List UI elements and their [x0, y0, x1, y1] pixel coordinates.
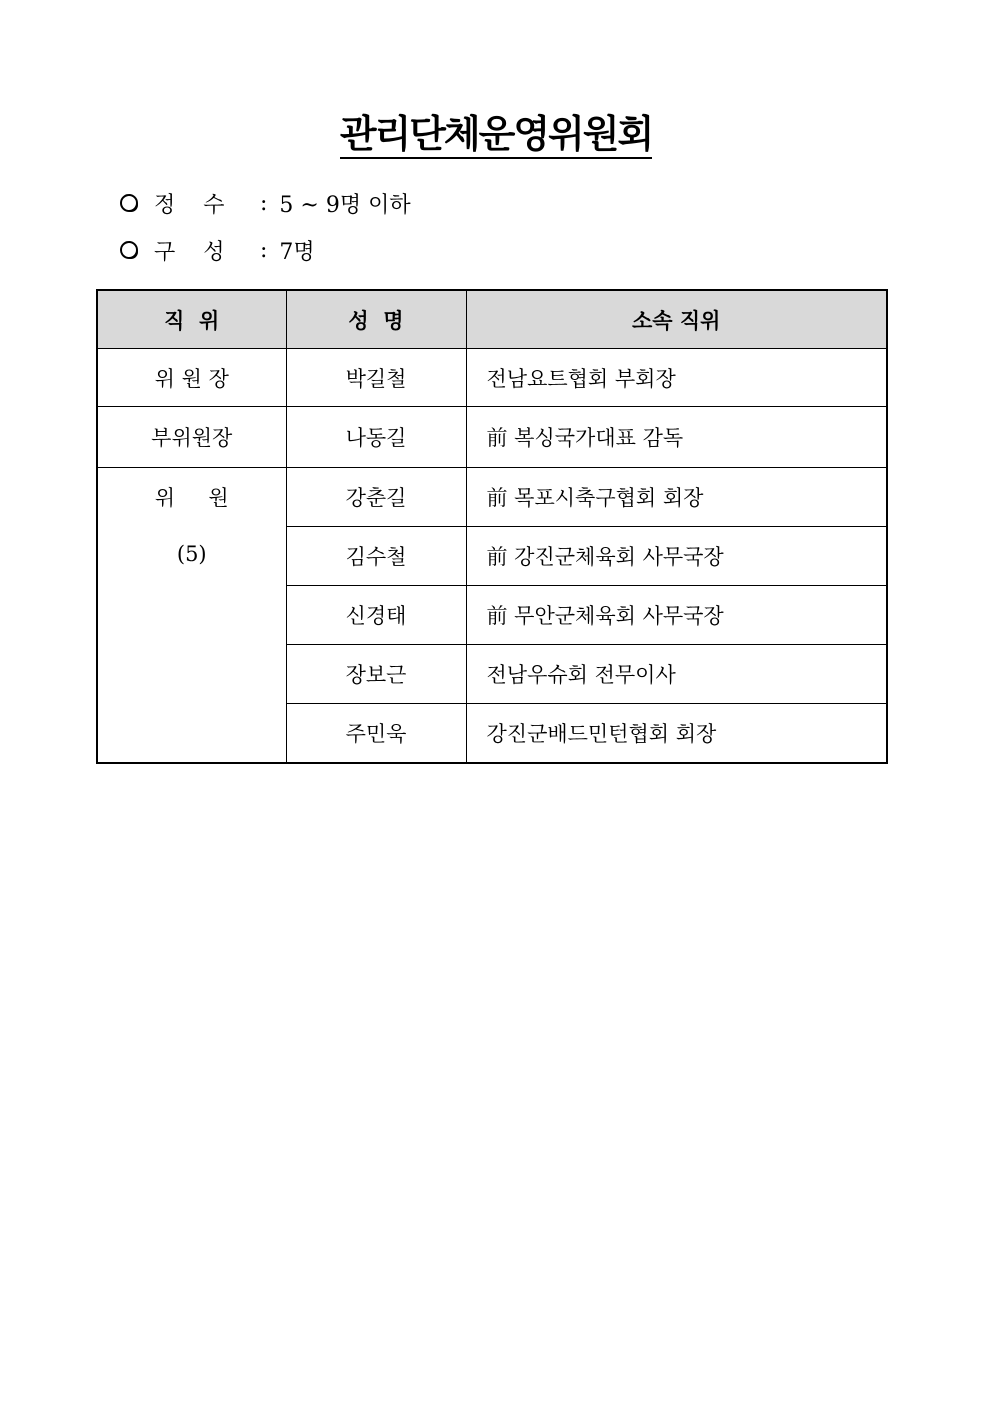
info-separator: : [260, 190, 268, 216]
page-title [0, 108, 992, 160]
header-affiliation: 소속 직위 [466, 290, 887, 349]
affiliation-cell: 전남요트협회 부회장 [466, 349, 887, 407]
name-cell: 김수철 [286, 527, 466, 586]
members-position-label: 위 원 [154, 486, 229, 510]
affiliation-cell: 前 무안군체육회 사무국장 [466, 586, 887, 645]
page-title-text: 관리단체운영위원회 [340, 112, 652, 159]
info-label: 구 성 [154, 239, 225, 265]
table-row [97, 468, 887, 527]
info-separator: : [260, 237, 268, 263]
position-cell: 위 원 장 [97, 349, 286, 407]
shadowed-circle-bullet-icon [120, 241, 138, 259]
info-line-composition [120, 233, 315, 267]
table-row [97, 349, 887, 407]
table-header-row [97, 290, 887, 349]
table-row [97, 407, 887, 468]
affiliation-cell: 강진군배드민턴협회 회장 [466, 704, 887, 764]
members-position-cell [97, 468, 286, 764]
info-label: 정 수 [154, 192, 225, 218]
name-cell: 신경태 [286, 586, 466, 645]
info-line-quota [120, 186, 411, 220]
name-cell: 주민욱 [286, 704, 466, 764]
info-value: 7명 [279, 239, 315, 265]
affiliation-cell: 前 강진군체육회 사무국장 [466, 527, 887, 586]
affiliation-cell: 前 목포시축구협회 회장 [466, 468, 887, 527]
committee-table [96, 289, 888, 764]
header-name: 성 명 [286, 290, 466, 349]
name-cell: 강춘길 [286, 468, 466, 527]
name-cell: 장보근 [286, 645, 466, 704]
affiliation-cell: 前 복싱국가대표 감독 [466, 407, 887, 468]
header-position: 직 위 [97, 290, 286, 349]
name-cell: 나동길 [286, 407, 466, 468]
info-value: 5 ~ 9명 이하 [279, 192, 411, 218]
shadowed-circle-bullet-icon [120, 194, 138, 212]
name-cell: 박길철 [286, 349, 466, 407]
position-cell: 부위원장 [97, 407, 286, 468]
members-count: (5) [176, 542, 207, 566]
affiliation-cell: 전남우슈회 전무이사 [466, 645, 887, 704]
